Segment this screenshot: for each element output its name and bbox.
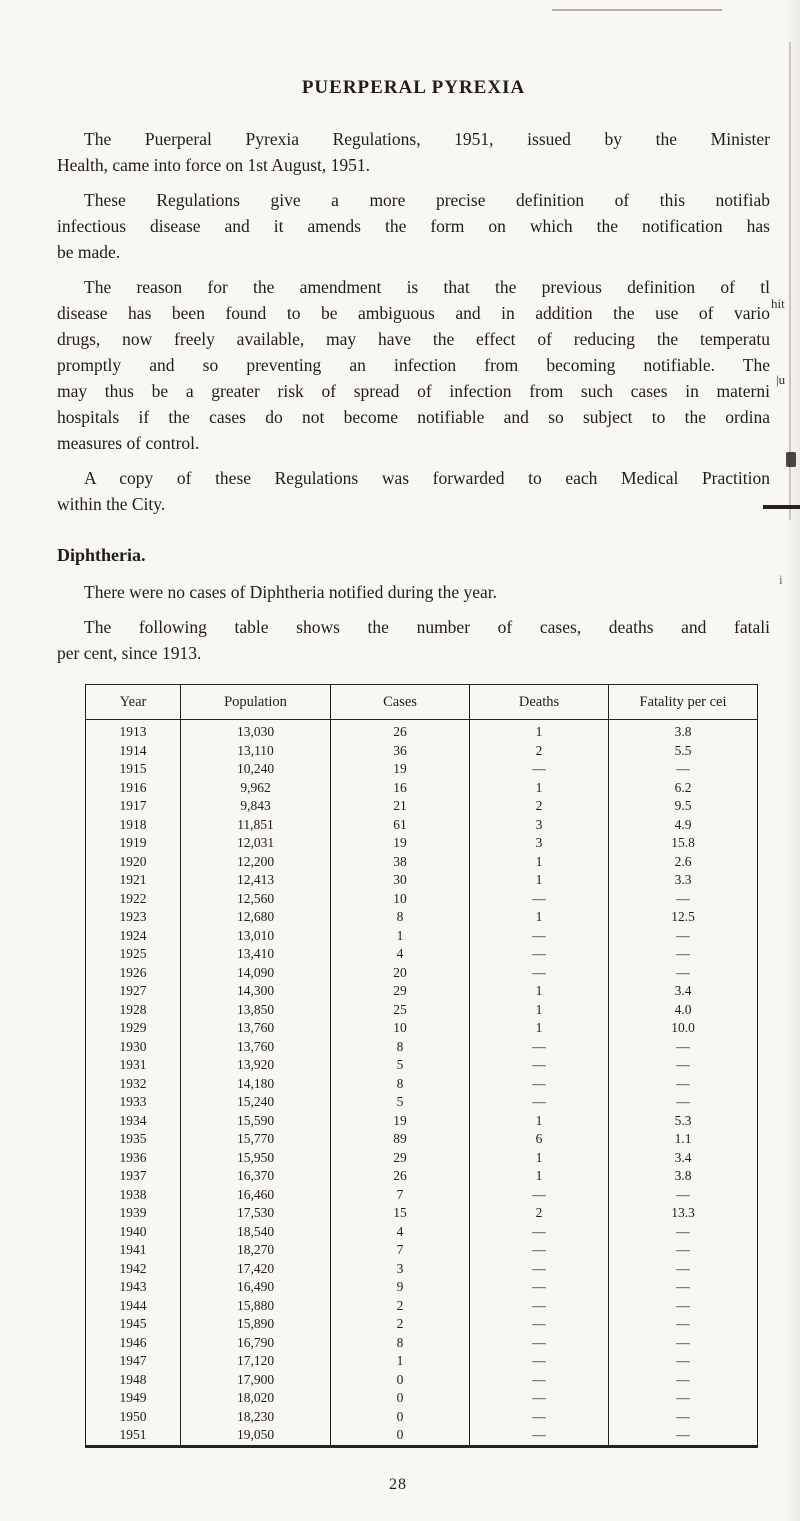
table-cell: — [470,1408,609,1427]
table-cell: — [609,1056,758,1075]
table-cell: 19 [331,760,470,779]
table-cell: 1941 [119,1242,147,1257]
table-cell: 1917 [119,798,147,813]
table-cell: 5 [331,1056,470,1075]
table-cell: 10 [331,890,470,909]
table-row [86,1297,758,1316]
table-cell: 14,300 [181,982,331,1001]
table-cell: — [609,1260,758,1279]
table-cell: 16 [331,779,470,798]
table-cell: 5.3 [609,1112,758,1131]
page-number: 28 [389,1476,407,1493]
table-cell: 1947 [119,1353,147,1368]
table-row [86,1278,758,1297]
text-line: A copy of these Regulations was forwarded to each Medical Practition [84,468,770,488]
table-cell: — [470,890,609,909]
text-line: The following table shows the number of cases, deaths and fatali [84,617,770,637]
table-cell: 12,413 [181,871,331,890]
table-cell: 1925 [119,946,147,961]
table-cell: — [470,1389,609,1408]
table-cell: — [609,1352,758,1371]
table-cell: 18,230 [181,1408,331,1427]
table-cell: 16,370 [181,1167,331,1186]
table-row [86,1130,758,1149]
table-row [86,1371,758,1390]
table-cell: 13,920 [181,1056,331,1075]
table-cell: — [609,1334,758,1353]
text-line: drugs, now freely available, may have the effect of reducing the temperatu [57,329,770,349]
table-cell: 1 [331,927,470,946]
table-row [86,1426,758,1446]
table-cell: 1913 [119,724,147,739]
table-cell: 0 [331,1408,470,1427]
table-cell: 15,880 [181,1297,331,1316]
table-cell: 1 [470,871,609,890]
table-cell: — [609,760,758,779]
table-cell: 13,760 [181,1038,331,1057]
table-cell: 1 [470,1001,609,1020]
table-cell: 15,240 [181,1093,331,1112]
table-cell: 15,950 [181,1149,331,1168]
table-cell: 1918 [119,816,147,832]
table-row [86,816,758,835]
table-cell: 1.1 [609,1130,758,1149]
table-cell: 2.6 [609,853,758,872]
table-cell: 15,770 [181,1130,331,1149]
table-cell: 1944 [119,1297,147,1313]
table-row [86,1204,758,1223]
table-cell: 1924 [119,927,147,943]
table-row [86,871,758,890]
table-cell: — [470,1278,609,1297]
table-cell: — [470,1223,609,1242]
diphtheria-section [57,579,770,666]
table-cell: 1927 [119,983,147,998]
table-row [86,1241,758,1260]
table-cell: — [609,1038,758,1057]
text-line: promptly and so preventing an infection from becoming notifiable. The [57,355,770,375]
table-row [86,1186,758,1205]
table-cell: 1 [470,1167,609,1186]
table-cell: 1930 [119,1038,147,1054]
text-line: infectious disease and it amends the form on which the notification has [57,216,770,236]
table-cell: — [470,1334,609,1353]
table-row [86,982,758,1001]
table-cell: 21 [331,797,470,816]
table-cell: 3 [470,834,609,853]
table-cell: 1937 [119,1168,147,1183]
table-cell: 3 [470,816,609,835]
table-row [86,779,758,798]
table-cell: 9,843 [181,797,331,816]
text-line: per cent, since 1913. [57,643,202,663]
table-cell: — [470,1371,609,1390]
table-cell: — [609,1426,758,1446]
table-cell: 17,120 [181,1352,331,1371]
table-cell: 7 [331,1241,470,1260]
table-row [86,1093,758,1112]
table-cell: 26 [331,720,470,742]
table-row [86,964,758,983]
paragraph [57,614,770,666]
table-cell: 16,460 [181,1186,331,1205]
text-line: within the City. [57,494,166,514]
table-cell: 18,540 [181,1223,331,1242]
table-cell: 1 [470,982,609,1001]
table-cell: 8 [331,908,470,927]
table-cell: 12.5 [609,908,758,927]
table-cell: 13,030 [181,720,331,742]
table-cell: 1 [470,853,609,872]
table-cell: — [470,927,609,946]
table-header-cell: Fatality per cei [609,685,758,720]
table-cell: 13.3 [609,1204,758,1223]
table-cell: — [609,1075,758,1094]
table-cell: 10,240 [181,760,331,779]
table-cell: 61 [331,816,470,835]
table-row [86,908,758,927]
text-line: The Puerperal Pyrexia Regulations, 1951, issued by the Minister [84,129,770,149]
puerperal-pyrexia-section [57,126,770,517]
table-cell: — [609,927,758,946]
table-cell: 17,900 [181,1371,331,1390]
table-cell: — [609,1093,758,1112]
table-cell: 1923 [119,909,147,924]
table-cell: 29 [331,1149,470,1168]
table-cell: 17,420 [181,1260,331,1279]
table-cell: 1934 [119,1112,147,1128]
table-row [86,1149,758,1168]
table-cell: 19,050 [181,1426,331,1446]
table-row [86,890,758,909]
table-cell: 1929 [119,1020,147,1035]
table-cell: — [470,1260,609,1279]
table-cell: — [470,1297,609,1316]
table-cell: 20 [331,964,470,983]
table-cell: — [609,1408,758,1427]
table-cell: 1 [470,720,609,742]
paragraph [57,126,770,178]
table-cell: 15.8 [609,834,758,853]
table-header-cell: Deaths [470,685,609,720]
table-cell: 4 [331,1223,470,1242]
table-cell: — [609,1315,758,1334]
text-line: may thus be a greater risk of spread of infection from such cases in materni [57,381,770,401]
table-cell: — [470,1186,609,1205]
paragraph [57,579,770,605]
table-cell: 5.5 [609,742,758,761]
table-cell: — [609,890,758,909]
table-cell: 1945 [119,1316,147,1331]
table-cell: 18,020 [181,1389,331,1408]
table-cell: 2 [470,742,609,761]
table-cell: 1920 [119,853,147,869]
text-line: measures of control. [57,433,200,453]
table-row [86,742,758,761]
table-cell: 89 [331,1130,470,1149]
table-row [86,1223,758,1242]
table-cell: — [609,945,758,964]
table-cell: — [470,1426,609,1446]
text-line: The reason for the amendment is that the previous definition of tl [84,277,770,297]
table-cell: 1928 [119,1001,147,1017]
table-row [86,1038,758,1057]
text-line: hospitals if the cases do not become notifiable and so subject to the ordina [57,407,770,427]
table-header-cell: Population [181,685,331,720]
scan-artifact-mark: hit [771,296,785,311]
table-cell: 3.8 [609,1167,758,1186]
table-row [86,760,758,779]
table-cell: 1940 [119,1223,147,1239]
table-row [86,853,758,872]
table-cell: — [470,1038,609,1057]
table-cell: 4 [331,945,470,964]
table-cell: 25 [331,1001,470,1020]
table-cell: 12,031 [181,834,331,853]
scan-artifact-mark: i [779,572,783,587]
text-line: disease has been found to be ambiguous and in addition the use of vario [57,303,770,323]
table-cell: 0 [331,1426,470,1446]
table-cell: 0 [331,1371,470,1390]
table-cell: 1951 [119,1427,147,1442]
table-cell: 1922 [119,890,147,906]
table-cell: 2 [470,797,609,816]
table-cell: — [609,1186,758,1205]
table-cell: 7 [331,1186,470,1205]
table-cell: 11,851 [181,816,331,835]
table-header-cell: Cases [331,685,470,720]
table-cell: 2 [470,1204,609,1223]
table-body [86,720,758,1447]
table-cell: 9,962 [181,779,331,798]
table-cell: 26 [331,1167,470,1186]
table-cell: 6 [470,1130,609,1149]
table-cell: 1942 [119,1260,147,1276]
table-row [86,1019,758,1038]
table-row [86,1408,758,1427]
table-cell: 13,110 [181,742,331,761]
table-cell: 1939 [119,1205,147,1220]
table-cell: 10.0 [609,1019,758,1038]
table-cell: 1933 [119,1094,147,1109]
table-cell: 19 [331,1112,470,1131]
table-row [86,1352,758,1371]
table-cell: 19 [331,834,470,853]
table-row [86,1389,758,1408]
table-cell: 12,680 [181,908,331,927]
table-row [86,1260,758,1279]
table-cell: 13,410 [181,945,331,964]
diphtheria-heading: Diphtheria. [57,545,146,565]
table-row [86,1315,758,1334]
text-line: These Regulations give a more precise definition of this notifiab [84,190,770,210]
table-cell: 2 [331,1315,470,1334]
table-cell: 1914 [119,742,147,758]
table-cell: 8 [331,1334,470,1353]
table-cell: 12,200 [181,853,331,872]
table-cell: 1949 [119,1390,147,1405]
table-cell: 30 [331,871,470,890]
table-cell: — [609,1297,758,1316]
text-line: be made. [57,242,121,262]
table-cell: — [470,1075,609,1094]
table-cell: 3.3 [609,871,758,890]
table-cell: 1919 [119,835,147,850]
table-cell: 13,010 [181,927,331,946]
table-cell: — [470,1352,609,1371]
table-cell: 1915 [119,761,147,776]
table-cell: 15,890 [181,1315,331,1334]
table-cell: 13,850 [181,1001,331,1020]
table-cell: 1921 [119,872,147,887]
table-row [86,797,758,816]
table-cell: 17,530 [181,1204,331,1223]
table-cell: 15,590 [181,1112,331,1131]
table-cell: — [470,945,609,964]
table-cell: 3.8 [609,720,758,742]
table-cell: 6.2 [609,779,758,798]
table-cell: 1938 [119,1186,147,1202]
table-row [86,1334,758,1353]
table-cell: 1943 [119,1279,147,1294]
table-cell: 8 [331,1038,470,1057]
table-cell: 10 [331,1019,470,1038]
table-cell: 13,760 [181,1019,331,1038]
table-cell: 1948 [119,1371,147,1387]
table-cell: 16,790 [181,1334,331,1353]
table-cell: 4.9 [609,816,758,835]
table-cell: 8 [331,1075,470,1094]
table-cell: 12,560 [181,890,331,909]
table-row [86,720,758,742]
table-cell: 3.4 [609,1149,758,1168]
table-row [86,1001,758,1020]
table-cell: — [470,1241,609,1260]
table-row [86,1167,758,1186]
table-cell: 1 [470,779,609,798]
table-cell: — [470,1093,609,1112]
table-cell: 1 [470,908,609,927]
table-cell: — [609,1241,758,1260]
table-cell: 16,490 [181,1278,331,1297]
table-header-cell: Year [86,685,181,720]
table-cell: 14,090 [181,964,331,983]
table-cell: 9 [331,1278,470,1297]
paragraph [57,274,770,456]
table-cell: 1926 [119,964,147,980]
paragraph [57,465,770,517]
table-cell: — [470,1056,609,1075]
table-cell: 1 [470,1112,609,1131]
table-cell: 9.5 [609,797,758,816]
table-row [86,834,758,853]
table-cell: — [609,964,758,983]
table-cell: 1935 [119,1131,147,1146]
table-cell: 1931 [119,1057,147,1072]
paragraph [57,187,770,265]
table-cell: 0 [331,1389,470,1408]
table-row [86,1112,758,1131]
table-row [86,1075,758,1094]
table-cell: 18,270 [181,1241,331,1260]
text-line: Health, came into force on 1st August, 1951. [57,155,370,175]
table-cell: 1950 [119,1408,147,1424]
page-title: PUERPERAL PYREXIA [301,77,526,98]
table-cell: — [609,1278,758,1297]
table-row [86,927,758,946]
table-row [86,1056,758,1075]
table-cell: 3 [331,1260,470,1279]
table-cell: 36 [331,742,470,761]
table-cell: 1932 [119,1075,147,1091]
table-cell: 5 [331,1093,470,1112]
table-cell: 1946 [119,1334,147,1350]
table-cell: 1916 [119,779,147,795]
table-cell: 38 [331,853,470,872]
scan-artifact-mark: |u [776,372,786,387]
table-cell: 1 [470,1019,609,1038]
table-cell: 2 [331,1297,470,1316]
table-cell: — [609,1371,758,1390]
table-cell: 1936 [119,1149,147,1165]
table-header-row [86,685,758,720]
table-cell: — [470,1315,609,1334]
table-cell: 4.0 [609,1001,758,1020]
table-cell: 1 [470,1149,609,1168]
table-cell: — [470,760,609,779]
table-cell: 29 [331,982,470,1001]
table-cell: 3.4 [609,982,758,1001]
table-cell: 1 [331,1352,470,1371]
table-row [86,945,758,964]
table-cell: 15 [331,1204,470,1223]
table-cell: 14,180 [181,1075,331,1094]
diphtheria-table [85,684,758,1448]
text-line: There were no cases of Diphtheria notified during the year. [84,582,498,602]
table-cell: — [470,964,609,983]
table-cell: — [609,1389,758,1408]
table-cell: — [609,1223,758,1242]
